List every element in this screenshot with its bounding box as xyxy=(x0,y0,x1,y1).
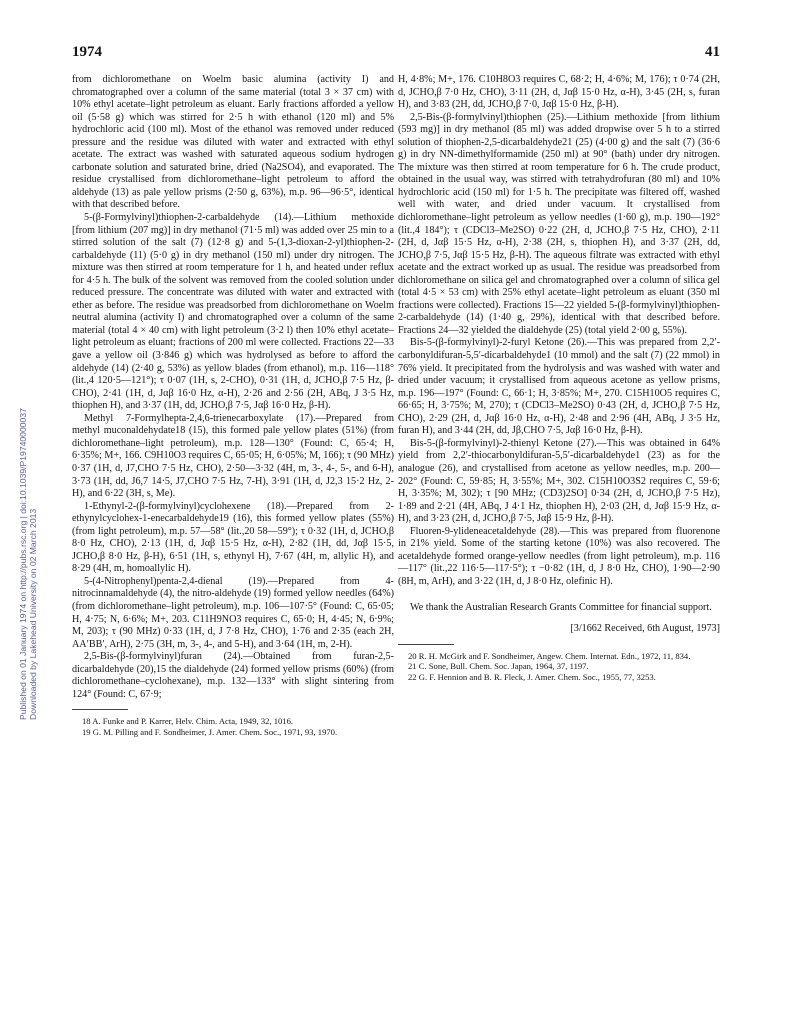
paragraph-compound-14: 5-(β-Formylvinyl)thiophen-2-carbaldehyde (14).—Lithium methoxide [from lithium (207 mg)] in dry methanol (71·5 ml) was added over 25 min to a stirred solution of the salt (7) (12·8 g) and 5-(1,3-dioxan-2-yl)thiophen-2-carbaldehyde (11) (5·0 g) in dry methanol (150 ml) under dry nitrogen. The mixture was then stirred at room temperature for 1 h, and heated under reflux for 4·5 h. The bulk of the solvent was removed from the cooled solution under reduced pressure. The concentrate was diluted with water and extracted with ether as before. The residue was preadsorbed from dichloromethane on Woelm neutral alumina (activity I) and chromatographed over a column of the same material (total 4 × 40 cm) with light petroleum (3·2 l) then 10% ethyl acetate–light petroleum as eluant; fractions of 200 ml were collected. Fractions 22—33 gave a yellow oil (3·846 g) which was hydrolysed as before to afford the aldehyde (14) (2·40 g, 53%) as yellow blades (from ethanol), m.p. 116—118° (lit.,4 120·5—121°); τ 0·07 (1H, s, 2-CHO), 0·31 (1H, d, JCHO,β 7·5 Hz, β-CHO), 2·41 (1H, d, Jαβ 16·0 Hz, α-H), 2·26 and 2·56 (2H, ABq, J 3·5 Hz, thiophen H), and 3·37 (1H, dd, JCHO,β 7·5, Jαβ 16·0 Hz, β-H). xyxy=(72,212,394,412)
footnote-22: 22 G. F. Hennion and B. R. Fleck, J. Amer. Chem. Soc., 1955, 77, 3253. xyxy=(408,671,656,682)
paragraph-compound-26: Bis-5-(β-formylvinyl)-2-furyl Ketone (26).—This was prepared from 2,2′-carbonyldifuran-5,5′-dicarbaldehyde1 (10 mmol) and the salt (7) (22 mmol) in 76% yield. It precipitated from the hydrolysis and was washed with water and dried under vacuum; it crystallised from aqueous acetone as yellow prisms, m.p. 196—197° (Found: C, 66·1; H, 3·85%; M+, 270. C15H10O5 requires C, 66·65; H, 3·75%; M, 270); τ (CDCl3–Me2SO) 0·43 (2H, d, JCHO,β 7·5 Hz, CHO), 2·29 (2H, d, Jαβ 16·0 Hz, α-H), 2·48 and 2·96 (4H, ABq, J 3·5 Hz, furan H), and 3·44 (2H, dd, Jβ,CHO 7·5, Jαβ 16·0 Hz, β-H). xyxy=(398,337,720,437)
received-date: [3/1662 Received, 6th August, 1973] xyxy=(570,622,720,634)
paragraph-compound-24: 2,5-Bis-(β-formylvinyl)furan (24).—Obtained from furan-2,5-dicarbaldehyde (20),15 the dialdehyde (24) formed yellow prisms (60%) (from dichloromethane–cyclohexane), m.p. 132—133° with slight sintering from 124° (Found: C, 67·9; xyxy=(72,651,394,700)
footnote-21: 21 C. Sone, Bull. Chem. Soc. Japan, 1964, 37, 1197. xyxy=(408,661,589,672)
footnote-18: 18 A. Funke and P. Karrer, Helv. Chim. Acta, 1949, 32, 1016. xyxy=(82,716,294,727)
margin-note-downloaded: Downloaded by Lakehead University on 02 March 2013 xyxy=(28,508,38,720)
paragraph-compound-17: Methyl 7-Formylhepta-2,4,6-trienecarboxylate (17).—Prepared from methyl muconaldehydate18 (15), this formed pale yellow plates (51%) (from dichloromethane–light petroleum), m.p. 128—130° (Found: C, 65·4; H, 6·35%; M+, 166. C9H10O3 requires C, 65·05; H, 6·05%; M, 166); τ (90 MHz) 0·37 (1H, d, J7,CHO 7·5 Hz, CHO), 2·50—3·32 (4H, m, 3-, 4-, 5-, and 6-H), 3·73 (1H, dd, J6,7 14·5, J7,CHO 7·5 Hz, 7-H), 3·91 (1H, d, J2,3 15·2 Hz, 2-H), and 6·22 (3H, s, Me). xyxy=(72,412,394,500)
footnote-divider-left xyxy=(72,709,128,710)
download-margin-note xyxy=(18,200,38,720)
footnote-20: 20 R. H. McGirk and F. Sondheimer, Angew. Chem. Internat. Edn., 1972, 11, 834. xyxy=(408,650,691,661)
left-column xyxy=(72,74,394,738)
paragraph-compound-18: 1-Ethynyl-2-(β-formylvinyl)cyclohexene (18).—Prepared from 2-ethynylcyclohex-1-enecarbaldehyde19 (16), this formed yellow plates (55%) (from light petroleum), m.p. 57—58° (lit.,20 58—59°); τ 0·32 (1H, d, JCHO,β 8·0 Hz, CHO), 2·13 (1H, d, Jαβ 15·5 Hz, α-H), 2·82 (1H, dd, Jαβ 15·5, JCHO,β 8·0 Hz, β-H), 6·51 (1H, s, ethynyl H), 7·67 (4H, m, allylic H), and 8·29 (4H, m, homoallylic H). xyxy=(72,500,394,575)
page-number-left: 1974 xyxy=(72,44,102,60)
paragraph-compound-27: Bis-5-(β-formylvinyl)-2-thienyl Ketone (27).—This was obtained in 64% yield from 2,2′-thiocarbonyldifuran-5,5′-dicarbaldehyde1 (23) as for the analogue (26), and crystallised from acetone as yellow needles, m.p. 200—202° (Found: C, 59·85; H, 3·55%; M+, 302. C15H10O3S2 requires C, 59·6; H, 3·35%; M, 302); τ [90 MHz; (CD3)2SO] 0·34 (2H, d, JCHO,β 7·5 Hz), 1·89 and 2·21 (4H, ABq, J 4·1 Hz, thiophen H), 2·03 (2H, d, Jαβ 15·9 Hz, α-H), and 3·23 (2H, d, JCHO,β 7·5, Jαβ 15·9 Hz, β-H). xyxy=(398,437,720,525)
page-number-right: 41 xyxy=(705,44,720,60)
paragraph-compound-19: 5-(4-Nitrophenyl)penta-2,4-dienal (19).—Prepared from 4-nitrocinnamaldehyde (4), the nitro-aldehyde (19) formed yellow needles (64%) (from dichloromethane–light petroleum), m.p. 106—107·5° (Found: C, 65·05; H, 4·75; N, 6·6%; M+, 203. C11H9NO3 requires C, 65·0; H, 4·45; N, 6·9%; M, 203); τ (90 MHz) 0·33 (1H, d, J 7·8 Hz, CHO), 1·76 and 2·35 (each 2H, AA′BB′, ArH), 2·75 (3H, m, 3-, 4-, and 5-H), and 3·64 (1H, m, 2-H). xyxy=(72,575,394,650)
paragraph-continued: from dichloromethane on Woelm basic alumina (activity I) and chromatographed over a column of the same material (total 3 × 37 cm) with 10% ethyl acetate–light petroleum as eluant. Early fractions afforded a yellow oil (5·58 g) which was stirred for 2·5 h with ethanol (120 ml) and 5% hydrochloric acid (100 ml). Most of the ethanol was removed under reduced pressure and the residue was diluted with water and extracted with ethyl acetate. The extract was washed with saturated aqueous sodium hydrogen carbonate solution and saturated brine, dried (Na2SO4), and evaporated. The residue crystallised from dichloromethane–light petroleum to afford the aldehyde (13) as pale yellow prisms (2·50 g, 63%), m.p. 96—96·5°, identical with that described before. xyxy=(72,74,394,211)
right-column xyxy=(398,74,720,682)
footnote-19: 19 G. M. Pilling and F. Sondheimer, J. Amer. Chem. Soc., 1971, 93, 1970. xyxy=(82,726,338,737)
acknowledgement: We thank the Australian Research Grants Committee for financial support. xyxy=(410,602,712,614)
footnotes-left xyxy=(72,716,394,737)
footnotes-right xyxy=(398,651,720,683)
paragraph-compound-28: Fluoren-9-ylideneacetaldehyde (28).—This was prepared from fluorenone in 21% yield. Some of the starting ketone (10%) was also recovered. The acetaldehyde formed orange-yellow needles (from light petroleum), m.p. 116—117° (lit.,22 116·5—117·5°); τ −0·82 (1H, d, J 8·0 Hz, CHO), 1·90—2·90 (8H, m, ArH), and 3·22 (1H, d, J 8·0 Hz, olefinic H). xyxy=(398,525,720,587)
footnote-divider-right xyxy=(398,644,454,645)
margin-note-published[interactable]: Published on 01 January 1974 on http://pubs.rsc.org | doi:10.1039/P19740000037 xyxy=(18,408,28,720)
paragraph-compound-25: 2,5-Bis-(β-formylvinyl)thiophen (25).—Lithium methoxide [from lithium (593 mg)] in dry methanol (85 ml) was added dropwise over 5 h to a stirred solution of thiophen-2,5-dicarbaldehyde21 (25) (4·00 g) and the salt (7) (36·6 g) in dry NN-dimethylformamide (250 ml) at 90° (bath) under dry nitrogen. The mixture was then stirred at room temperature for 6 h. The crude product, obtained in the usual way, was stirred with tetrahydrofuran (80 ml) and 10% hydrochloric acid (150 ml) for 1·5 h. The precipitate was filtered off, washed well with water, and dried under vacuum. It crystallised from dichloromethane–light petroleum as yellow needles (1·60 g), m.p. 190—192° (lit.,4 184°); τ (CDCl3–Me2SO) 0·22 (2H, d, JCHO,β 7·5 Hz, CHO), 2·11 (2H, d, Jαβ 15·5 Hz, α-H), 2·38 (2H, s, thiophen H), and 3·37 (2H, dd, JCHO,β 7·5, Jαβ 15·5 Hz, β-H). The aqueous filtrate was extracted with ethyl acetate and the extract worked up as usual. The residue was preadsorbed from dichloromethane on silica gel and chromatographed over a column of silica gel (total 4·5 × 53 cm) with 25% ethyl acetate–light petroleum as eluant (350 ml fractions were collected). Fractions 15—22 yielded 5-(β-formylvinyl)thiophen-2-carbaldehyde (14) (1·40 g, 29%), identical with that described before. Fractions 24—32 yielded the dialdehyde (25) (total yield 2·00 g, 55%). xyxy=(398,111,720,336)
paragraph-continued-24: H, 4·8%; M+, 176. C10H8O3 requires C, 68·2; H, 4·6%; M, 176); τ 0·74 (2H, d, JCHO,β 7·0 Hz, CHO), 3·11 (2H, d, Jαβ 15·0 Hz, α-H), 3·45 (2H, s, furan H), and 3·83 (2H, dd, JCHO,β 7·0, Jαβ 15·0 Hz, β-H). xyxy=(398,74,720,111)
